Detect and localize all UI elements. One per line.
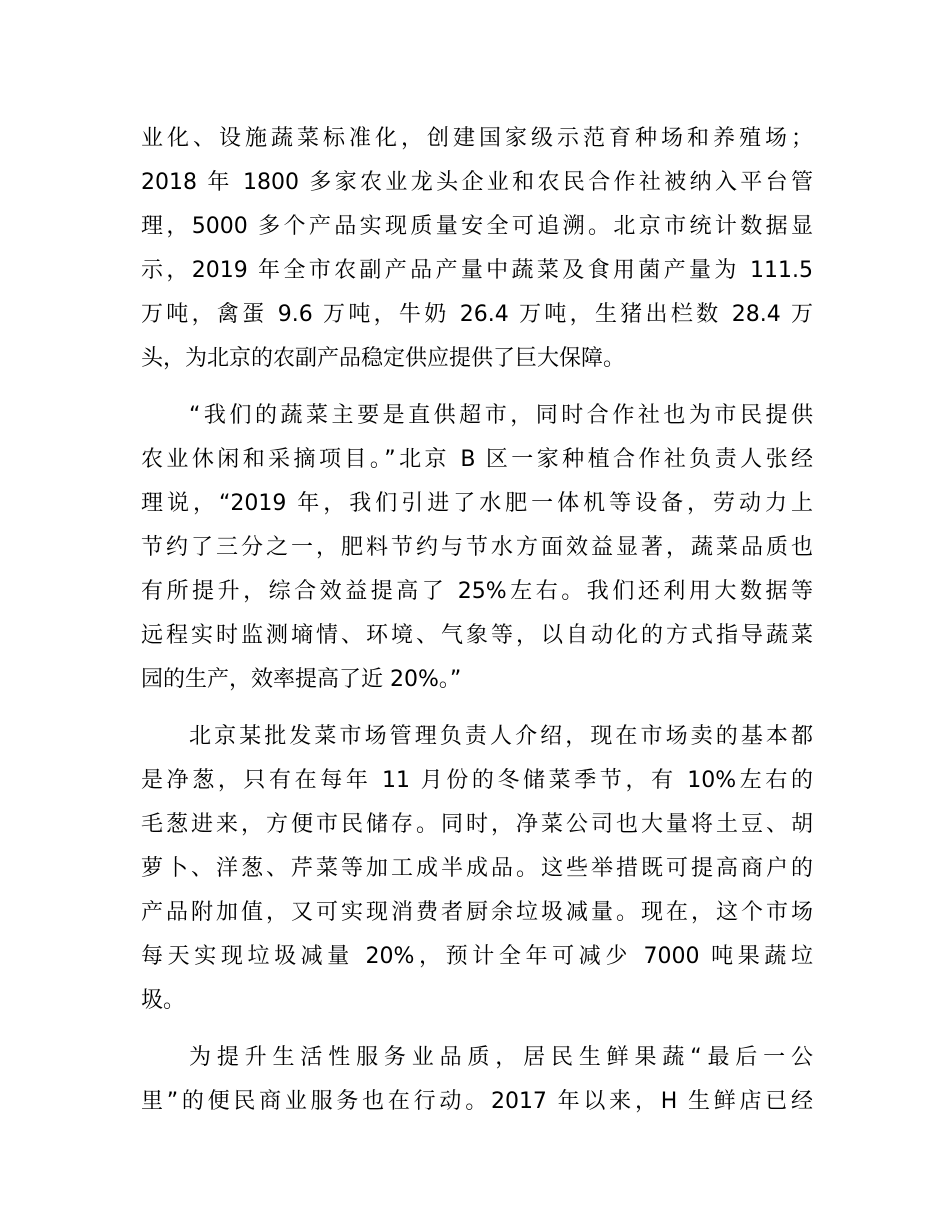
text-line: 萝卜、洋葱、芹菜等加工成半成品。这些举措既可提高商户的 [141,856,813,881]
paragraph-wholesale-market [141,715,813,1023]
text-line: 圾。 [141,988,186,1013]
text-line: 节约了三分之一，肥料节约与节水方面效益显著，蔬菜品质也 [141,535,813,560]
text-line: 园的生产，效率提高了近 20%。” [141,667,462,692]
article-body [141,117,813,1137]
text-line: 产品附加值，又可实现消费者厨余垃圾减量。现在，这个市场 [141,900,813,925]
text-line: 每天实现垃圾减量 20%，预计全年可减少 7000 吨果蔬垃 [141,944,813,969]
text-line: 里”的便民商业服务也在行动。2017 年以来，H 生鲜店已经 [141,1089,813,1114]
text-line: 有所提升，综合效益提高了 25%左右。我们还利用大数据等 [141,579,813,604]
text-line: 毛葱进来，方便市民储存。同时，净菜公司也大量将土豆、胡 [141,812,813,837]
text-line: 万吨，禽蛋 9.6 万吨，牛奶 26.4 万吨，生猪出栏数 28.4 万 [141,302,813,327]
text-line: 理说，“2019 年，我们引进了水肥一体机等设备，劳动力上 [141,491,813,516]
text-line: 远程实时监测墒情、环境、气象等，以自动化的方式指导蔬菜 [141,623,813,648]
text-line: 北京某批发菜市场管理负责人介绍，现在市场卖的基本都 [189,724,813,749]
text-line: 示，2019 年全市农副产品产量中蔬菜及食用菌产量为 111.5 [141,258,813,283]
paragraph-cooperative-quote [141,394,813,702]
paragraph-agri-production [141,117,813,381]
text-line: 业化、设施蔬菜标准化，创建国家级示范育种场和养殖场； [141,126,813,151]
text-line: 理，5000 多个产品实现质量安全可追溯。北京市统计数据显 [141,214,813,239]
text-line: 是净葱，只有在每年 11 月份的冬储菜季节，有 10%左右的 [141,768,813,793]
text-line: 为提升生活性服务业品质，居民生鲜果蔬“最后一公 [189,1045,813,1070]
text-line: “我们的蔬菜主要是直供超市，同时合作社也为市民提供 [189,403,813,428]
paragraph-fresh-store [141,1036,813,1124]
text-line: 头，为北京的农副产品稳定供应提供了巨大保障。 [141,346,626,371]
text-line: 农业休闲和采摘项目。”北京 B 区一家种植合作社负责人张经 [141,447,813,472]
text-line: 2018 年 1800 多家农业龙头企业和农民合作社被纳入平台管 [141,170,813,195]
